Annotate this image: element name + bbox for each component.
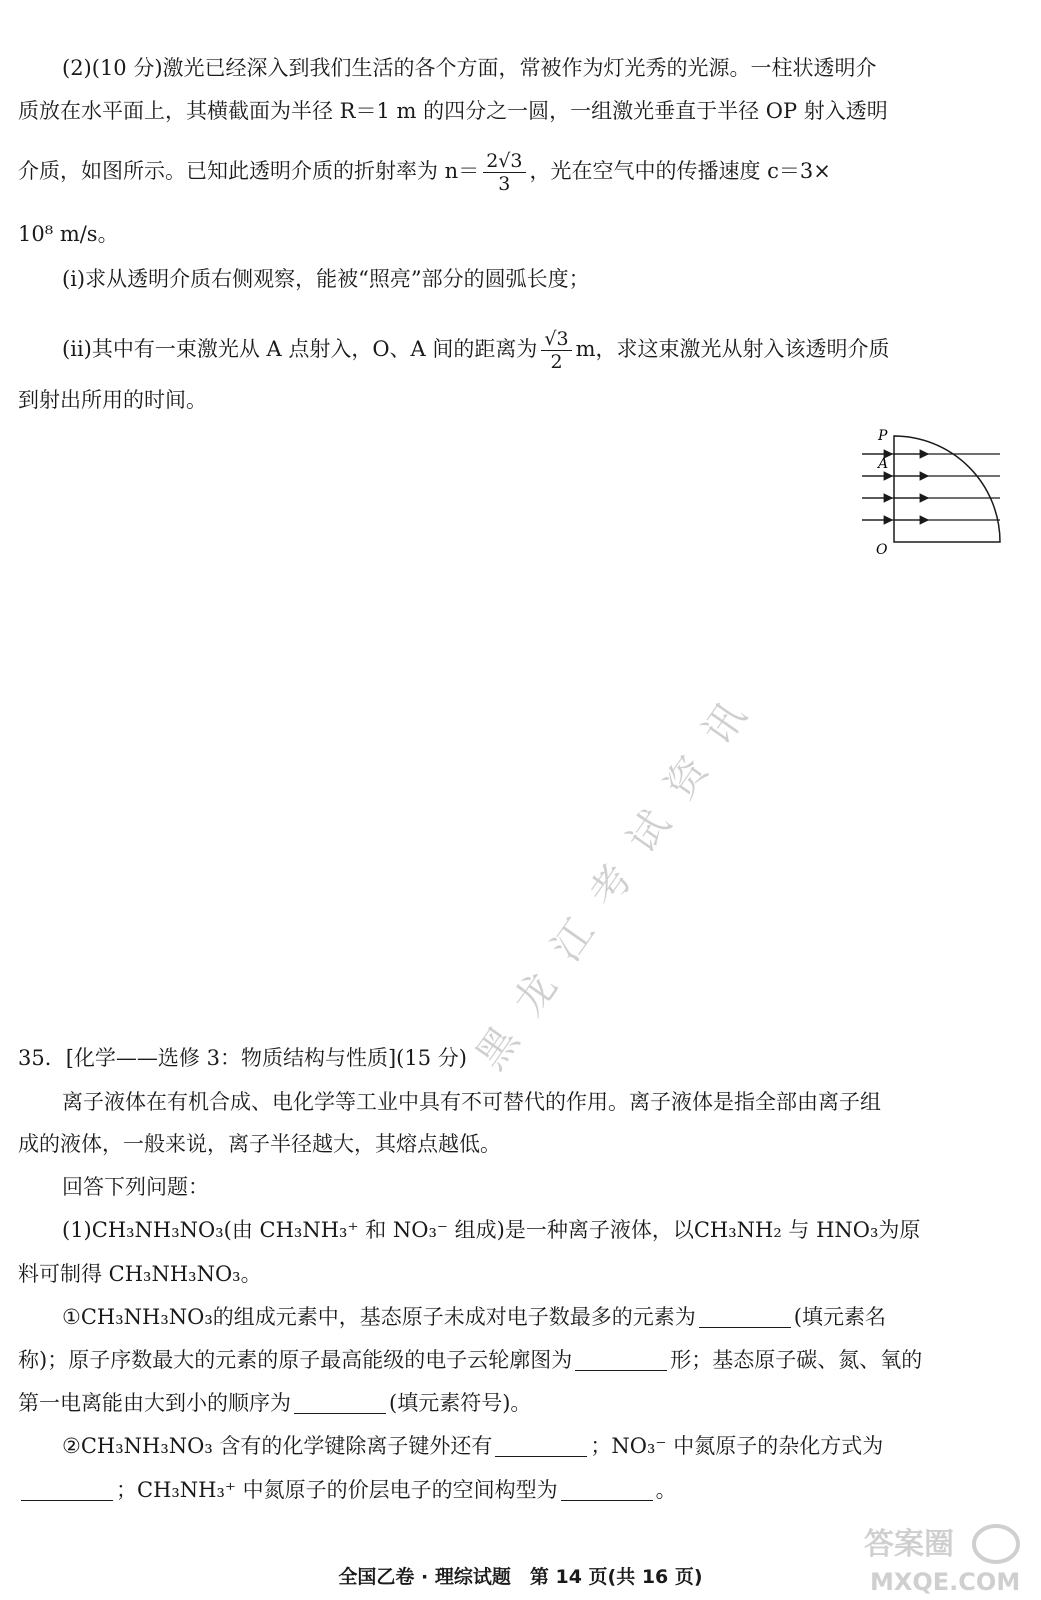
chem-intro-1: 离子液体在有机合成、电化学等工业中具有不可替代的作用。离子液体是指全部由离子组 [62,1090,881,1114]
chem-ask: 回答下列问题： [62,1175,209,1199]
chem-s1f: (填元素符号)。 [389,1391,532,1415]
answer-blank[interactable] [575,1348,667,1371]
quarter-circle-figure [858,424,1008,564]
chem-header: 35．[化学——选修 3：物质结构与性质](15 分) [18,1046,467,1070]
physics-line-3a: 介质，如图所示。已知此透明介质的折射率为 n＝ [18,159,480,183]
point-a-label: A [878,456,889,472]
chem-s1a: ①CH₃NH₃NO₃的组成元素中，基态原子未成对电子数最多的元素为 [62,1305,696,1329]
physics-question-2-cont: 到射出所用的时间。 [18,388,207,412]
oa-denominator: 2 [550,351,563,373]
physics-line-2: 质放在水平面上，其横截面为半径 R＝1 m 的四分之一圆，一组激光垂直于半径 OP 射入透明 [18,99,888,123]
chem-s2-line-1 [62,1432,883,1460]
physics-question-1: (ⅰ)求从透明介质右侧观察，能被“照亮”部分的圆弧长度； [62,267,590,291]
physics-q2b: m，求这束激光从射入该透明介质 [575,337,890,361]
answer-blank[interactable] [21,1478,113,1501]
chem-s1-line-2 [18,1346,922,1374]
watermark-text: 黑龙江考试资讯 [467,673,771,1078]
chem-p1-line-2: 料可制得 CH₃NH₃NO₃。 [18,1262,262,1286]
answer-blank[interactable] [699,1305,791,1328]
page-footer: 全国乙卷 · 理综试题 第 14 页(共 16 页) [338,1566,703,1588]
n-denominator: 3 [498,173,511,195]
physics-line-3 [18,150,831,195]
physics-line-4: 10⁸ m/s。 [18,222,119,246]
n-numerator: 2√3 [483,150,525,173]
stamp-bottom-text: MXQE.COM [870,1568,1021,1596]
chem-s1-line-1 [62,1303,886,1331]
chem-p1-line-1: (1)CH₃NH₃NO₃(由 CH₃NH₃⁺ 和 NO₃⁻ 组成)是一种离子液体，以CH₃NH₂ 与 HNO₃为原 [62,1218,921,1242]
chem-s1b: (填元素名 [793,1305,886,1329]
chem-s1d: 形；基态原子碳、氮、氧的 [670,1348,923,1372]
chem-s2d: 。 [655,1478,677,1502]
chem-intro-2: 成的液体，一般来说，离子半径越大，其熔点越低。 [18,1132,501,1156]
chem-s2a: ②CH₃NH₃NO₃ 含有的化学键除离子键外还有 [62,1434,493,1458]
chem-s1c: 称)；原子序数最大的元素的原子最高能级的电子云轮廓图为 [18,1348,573,1372]
site-logo-stamp [856,1520,1036,1598]
refractive-index-fraction [483,150,525,195]
point-p-label: P [878,428,888,444]
physics-line-3b: ，光在空气中的传播速度 c＝3× [529,159,831,183]
oa-numerator: √3 [541,328,571,351]
physics-q2a: (ⅱ)其中有一束激光从 A 点射入，O、A 间的距离为 [62,337,538,361]
answer-blank[interactable] [294,1391,386,1414]
chem-s2-line-2 [18,1476,677,1504]
answer-blank[interactable] [495,1434,587,1457]
physics-question-2 [62,328,890,373]
answer-blank[interactable] [561,1478,653,1501]
stamp-top-text: 答案圈 [864,1527,954,1562]
chem-s1-line-3 [18,1389,531,1417]
oa-fraction [541,328,571,373]
point-o-label: O [876,542,888,558]
chem-s2b: ；NO₃⁻ 中氮原子的杂化方式为 [590,1434,884,1458]
chem-s2c: ；CH₃NH₃⁺ 中氮原子的价层电子的空间构型为 [116,1478,558,1502]
physics-line-1: (2)(10 分)激光已经深入到我们生活的各个方面，常被作为灯光秀的光源。一柱状透明介 [62,56,877,80]
chem-s1e: 第一电离能由大到小的顺序为 [18,1391,291,1415]
quarter-circle-outline [894,436,1000,542]
